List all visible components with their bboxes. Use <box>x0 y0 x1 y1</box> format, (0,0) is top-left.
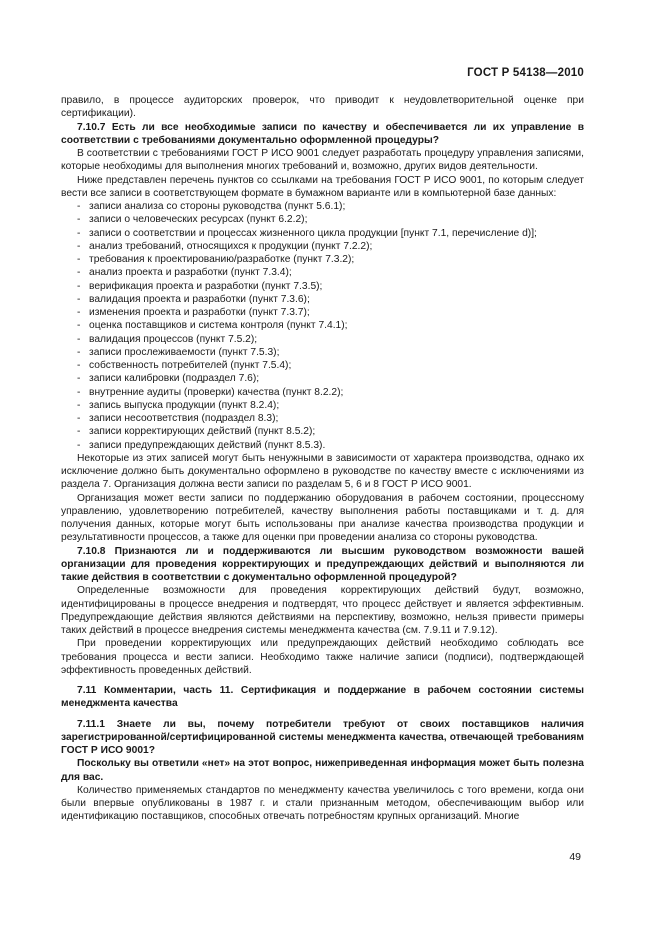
question-7-11-1-note: Поскольку вы ответили «нет» на этот вопрос, нижеприведенная информация может быть полезна для вас. <box>61 758 584 783</box>
question-7-11-1: 7.11.1 Знаете ли вы, почему потребители требуют от своих поставщиков наличия зарегистрированной/сертифицированной системы менеджмента качества, отвечающей требованиям ГОСТ Р ИСО 9001? <box>61 718 584 756</box>
list-item: - изменения проекта и разработки (пункт 7.3.7); <box>77 306 584 319</box>
list-item: - запись выпуска продукции (пункт 8.2.4); <box>77 399 584 412</box>
list-item: - записи корректирующих действий (пункт 8.5.2); <box>77 425 584 438</box>
list-item: - записи калибровки (подраздел 7.6); <box>77 372 584 385</box>
list-item: - записи несоответствия (подраздел 8.3); <box>77 412 584 425</box>
list-item: - валидация проекта и разработки (пункт 7.3.6); <box>77 293 584 306</box>
page-header-standard: ГОСТ Р 54138—2010 <box>467 67 584 79</box>
list-item: - внутренние аудиты (проверки) качества (пункт 8.2.2); <box>77 386 584 399</box>
question-7-10-7: 7.10.7 Есть ли все необходимые записи по качеству и обеспечивается ли их управление в соответствии с требованиями документально оформленной процедуры? <box>61 121 584 146</box>
paragraph-continued: правило, в процессе аудиторских проверок, что приводит к неудовлетворительной оценке при сертификации). <box>61 95 584 120</box>
section-heading-7-11: 7.11 Комментарии, часть 11. Сертификация и поддержание в рабочем состоянии системы менеджмента качества <box>61 685 584 710</box>
list-item: - записи о соответствии и процессах жизненного цикла продукции [пункт 7.1, перечисление d)]; <box>77 227 584 240</box>
list-item: - валидация процессов (пункт 7.5.2); <box>77 333 584 346</box>
page-content <box>61 94 584 824</box>
page-number: 49 <box>569 851 581 863</box>
question-7-10-8: 7.10.8 Признаются ли и поддерживаются ли высшим руководством возможности вашей организации для проведения корректирующих и предупреждающих действий и выполняются ли такие действия в соответствии с документально оформленной процедурой? <box>61 545 584 583</box>
paragraph-7-10-8-a: Определенные возможности для проведения корректирующих действий будут, возможно, идентифицированы в процессе внедрения и подтвердят, что процесс действует и является эффективным. Предупреждающие действия являются действиями на перспективу, возможно, нельзя привести примеры таких действий в процессе внедрения системы менеджмента качества (см. 7.9.11 и 7.9.12). <box>61 585 584 636</box>
paragraph-7-11-1-a: Количество применяемых стандартов по менеджменту качества увеличилось с того времени, когда они были впервые опубликованы в 1987 г. и стали признанным методом, обеспечивающим выбор или идентификацию поставщиков, способных отвечать потребностям крупных организаций. Многие <box>61 784 584 823</box>
list-item: - верификация проекта и разработки (пункт 7.3.5); <box>77 280 584 293</box>
records-list <box>61 200 584 452</box>
list-item: - оценка поставщиков и система контроля (пункт 7.4.1); <box>77 319 584 332</box>
list-item: - требования к проектированию/разработке (пункт 7.3.2); <box>77 253 584 266</box>
list-item: - анализ проекта и разработки (пункт 7.3.4); <box>77 266 584 279</box>
paragraph-7-10-7-d: Организация может вести записи по поддержанию оборудования в рабочем состоянии, процессному управлению, удовлетворению потребителей, качеству выполнения работы поставщиками и т. д. для получения данных, которые могут быть использованы при анализе качества производства продукции и результативности процессов, а также для оценки при проведении анализа со стороны руководства. <box>61 492 584 544</box>
list-item: - записи анализа со стороны руководства (пункт 5.6.1); <box>77 200 584 213</box>
list-item: - анализ требований, относящихся к продукции (пункт 7.2.2); <box>77 240 584 253</box>
list-item: - записи прослеживаемости (пункт 7.5.3); <box>77 346 584 359</box>
paragraph-7-10-7-a: В соответствии с требованиями ГОСТ Р ИСО 9001 следует разработать процедуру управления записями, которые необходимы для выполнения многих требований и, возможно, других видов деятельности. <box>61 148 584 173</box>
paragraph-7-10-7-c: Некоторые из этих записей могут быть ненужными в зависимости от характера производства, однако их исключение должно быть документально оформлено в руководстве по качеству вместе с исключениями из раздела 7. Организация должна вести записи по разделам 5, 6 и 8 ГОСТ Р ИСО 9001. <box>61 452 584 491</box>
paragraph-7-10-7-b: Ниже представлен перечень пунктов со ссылками на требования ГОСТ Р ИСО 9001, по которым следует вести все записи в соответствующем формате в бумажном варианте или в компьютерной базе данных: <box>61 174 584 199</box>
list-item: - записи о человеческих ресурсах (пункт 6.2.2); <box>77 213 584 226</box>
list-item: - собственность потребителей (пункт 7.5.4); <box>77 359 584 372</box>
list-item: - записи предупреждающих действий (пункт 8.5.3). <box>77 439 584 452</box>
paragraph-7-10-8-b: При проведении корректирующих или предупреждающих действий необходимо соблюдать все требования процесса и вести записи. Необходимо также наличие записи (подписи), подтверждающей эффективность проведенных действий. <box>61 638 584 676</box>
